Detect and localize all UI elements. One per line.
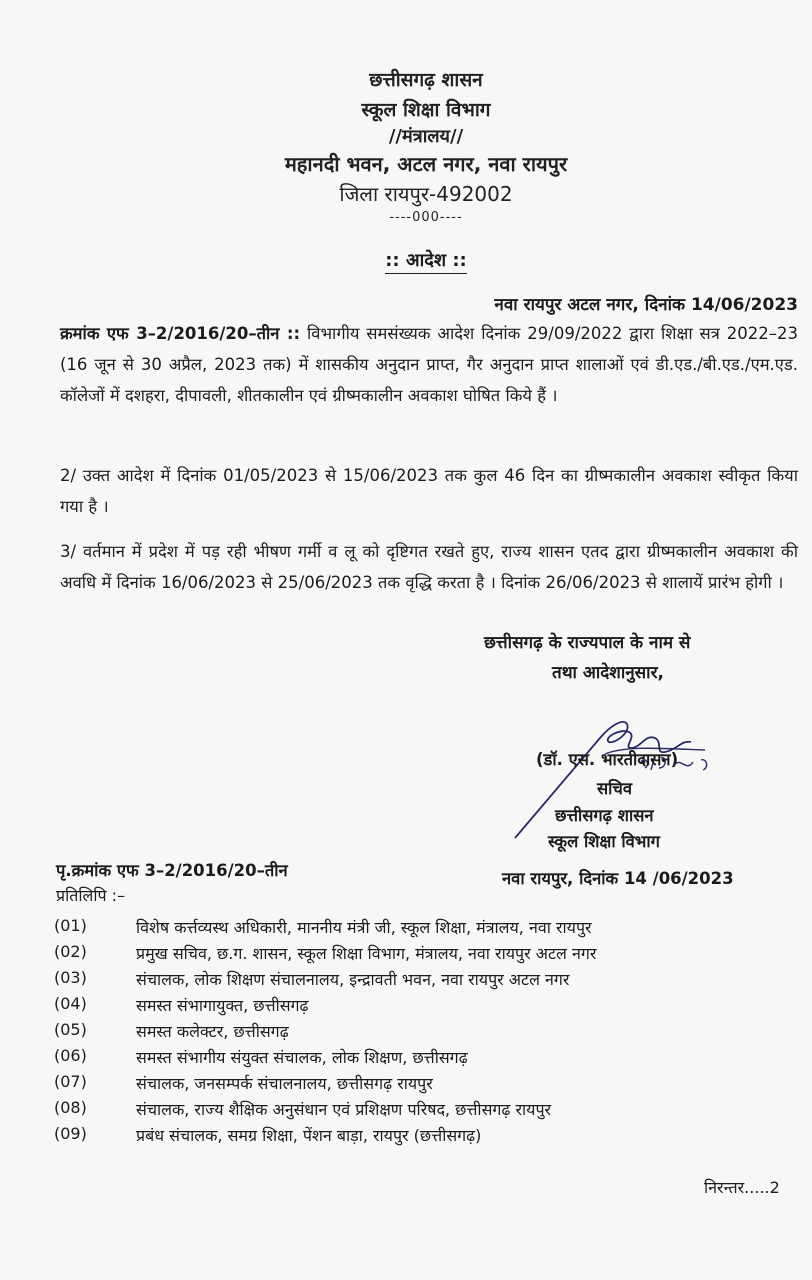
header-ministry: //मंत्रालय//: [388, 126, 464, 147]
list-item: [50, 942, 790, 968]
list-item-text: समस्त संभागायुक्त, छत्तीसगढ़: [136, 996, 309, 1015]
list-item-number: (07): [54, 1072, 87, 1091]
list-item: [50, 1072, 790, 1098]
list-item-number: (08): [54, 1098, 87, 1117]
list-item-number: (01): [54, 916, 87, 935]
header-govt: छत्तीसगढ़ शासन: [369, 69, 483, 91]
list-item-number: (06): [54, 1046, 87, 1065]
governor-line-2: तथा आदेशानुसार,: [552, 663, 664, 683]
list-item-number: (02): [54, 942, 87, 961]
header-divider: ----000----: [389, 210, 463, 225]
paragraph-3: 3/ वर्तमान में प्रदेश में पड़ रही भीषण गर्मी व लू को दृष्टिगत रखते हुए, राज्य शासन एतद द्वारा ग्रीष्मकालीन अवकाश की अवधि में दिनांक 16/06/2023 से 25/06/2023 तक वृद्धि करता है । दिनांक 26/06/2023 से शालायें प्रारंभ होगी ।: [60, 542, 798, 592]
endorsement-date: नवा रायपुर, दिनांक 14 /06/2023: [502, 869, 734, 888]
header-district: जिला रायपुर-492002: [339, 182, 513, 206]
signatory-govt: छत्तीसगढ़ शासन: [555, 806, 654, 825]
signatory-name: (डॉ. एस. भारतीदासन): [536, 750, 679, 769]
list-item-text: संचालक, जनसम्पर्क संचालनालय, छत्तीसगढ़ रायपुर: [136, 1074, 433, 1093]
list-item-text: संचालक, राज्य शैक्षिक अनुसंधान एवं प्रशिक्षण परिषद, छत्तीसगढ़ रायपुर: [136, 1100, 552, 1119]
order-title-text: :: आदेश ::: [385, 250, 467, 274]
signatory-designation: सचिव: [597, 779, 633, 798]
list-item-text: प्रबंध संचालक, समग्र शिक्षा, पेंशन बाड़ा, रायपुर (छत्तीसगढ़): [136, 1126, 482, 1145]
paragraph-2: 2/ उक्त आदेश में दिनांक 01/05/2023 से 15/06/2023 तक कुल 46 दिन का ग्रीष्मकालीन अवकाश स्वीकृत किया गया है ।: [60, 466, 798, 516]
list-item-text: समस्त संभागीय संयुक्त संचालक, लोक शिक्षण, छत्तीसगढ़: [136, 1048, 468, 1067]
order-title: [0, 248, 812, 272]
signatory-department: स्कूल शिक्षा विभाग: [548, 832, 660, 851]
list-item-text: संचालक, लोक शिक्षण संचालनालय, इन्द्रावती भवन, नवा रायपुर अटल नगर: [136, 970, 570, 989]
header-address: महानदी भवन, अटल नगर, नवा रायपुर: [284, 152, 568, 176]
paragraph-1-text: विभागीय समसंख्यक आदेश दिनांक 29/09/2022 द्वारा शिक्षा सत्र 2022–23 (16 जून से 30 अप्रैल, 2023 तक) में शासकीय अनुदान प्राप्त, गैर अनुदान प्राप्त शालाओं एवं डी.एड./बी.एड./एम.एड. कॉलेजों में दशहरा, दीपावली, शीतकालीन एवं ग्रीष्मकालीन अवकाश घोषित किये हैं ।: [60, 324, 798, 405]
order-date: नवा रायपुर अटल नगर, दिनांक 14/06/2023: [494, 295, 798, 315]
list-item: [50, 1124, 790, 1150]
list-item: [50, 994, 790, 1020]
list-item: [50, 916, 790, 942]
list-item-number: (09): [54, 1124, 87, 1143]
governor-line-1: छत्तीसगढ़ के राज्यपाल के नाम से: [484, 633, 691, 653]
list-item: [50, 1046, 790, 1072]
paragraph-1: [60, 318, 798, 411]
list-item: [50, 1020, 790, 1046]
list-item: [50, 1098, 790, 1124]
header-department: स्कूल शिक्षा विभाग: [361, 99, 491, 121]
list-item-number: (05): [54, 1020, 87, 1039]
list-item-text: विशेष कर्त्तव्यस्थ अधिकारी, माननीय मंत्री जी, स्कूल शिक्षा, मंत्रालय, नवा रायपुर: [136, 918, 592, 937]
copy-label: प्रतिलिपि :–: [56, 886, 126, 905]
list-item-text: प्रमुख सचिव, छ.ग. शासन, स्कूल शिक्षा विभाग, मंत्रालय, नवा रायपुर अटल नगर: [136, 944, 597, 963]
list-item: [50, 968, 790, 994]
copy-list: [50, 916, 790, 1150]
list-item-number: (04): [54, 994, 87, 1013]
order-reference: क्रमांक एफ 3–2/2016/20–तीन ::: [60, 324, 301, 343]
list-item-text: समस्त कलेक्टर, छत्तीसगढ़: [136, 1022, 289, 1041]
list-item-number: (03): [54, 968, 87, 987]
endorsement-reference: पृ.क्रमांक एफ 3–2/2016/20–तीन: [56, 861, 288, 880]
continued-marker: निरन्तर.....2: [704, 1178, 780, 1197]
